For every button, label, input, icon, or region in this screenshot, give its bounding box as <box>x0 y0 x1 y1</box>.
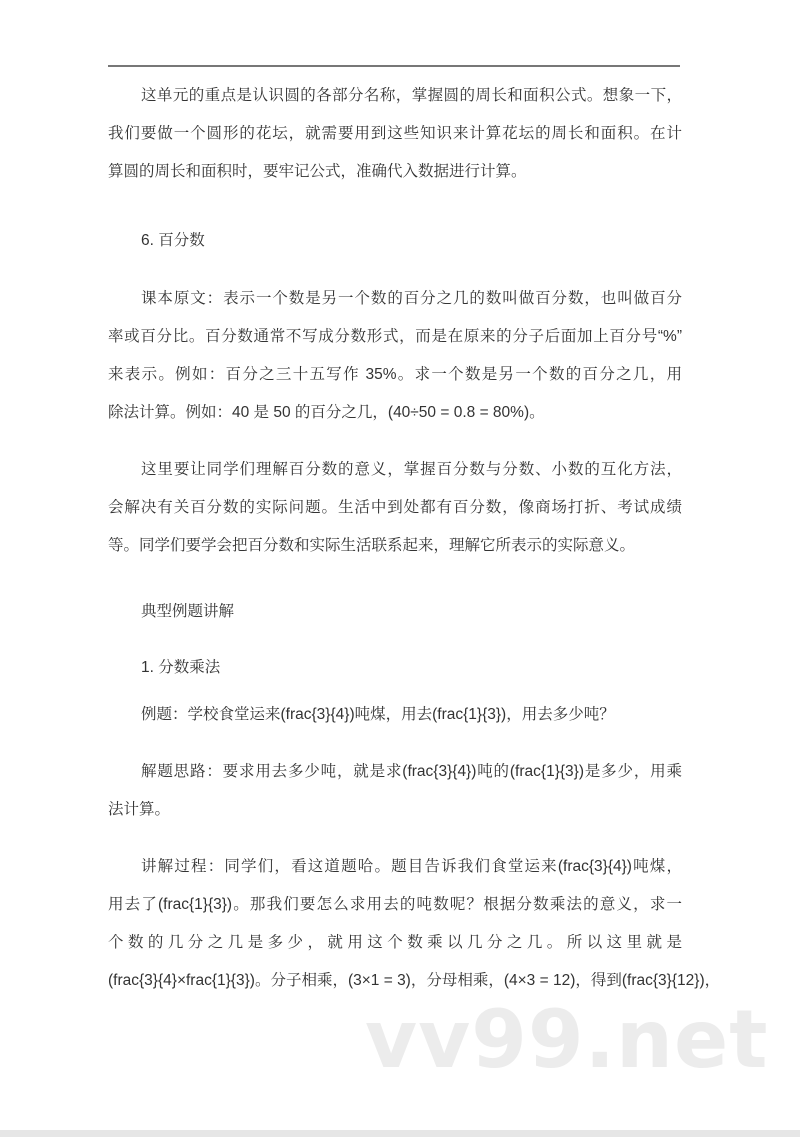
page-bottom-edge <box>0 1130 800 1137</box>
paragraph-line: 法计算。 <box>108 801 171 818</box>
paragraph-line: 除法计算。例如：40 是 50 的百分之几，(40÷50 = 0.8 = 80%)。 <box>108 404 545 421</box>
paragraph-line: 这单元的重点是认识圆的各部分名称，掌握圆的周长和面积公式。想象一下， <box>141 87 682 104</box>
section-heading: 6. 百分数 <box>141 232 205 249</box>
paragraph-line: 等。同学们要学会把百分数和实际生活联系起来，理解它所表示的实际意义。 <box>108 537 636 554</box>
paragraph-line: 来表示。例如：百分之三十五写作 35%。求一个数是另一个数的百分之几，用 <box>108 366 682 383</box>
watermark: vv99.net <box>365 993 769 1086</box>
paragraph-line: 算圆的周长和面积时，要牢记公式，准确代入数据进行计算。 <box>108 163 527 180</box>
paragraph-line: (frac{3}{4}×frac{1}{3})。分子相乘，(3×1 = 3)，分母相乘，(4×3 = 12)，得到(frac{3}{12})， <box>108 972 721 989</box>
paragraph-line: 个数的几分之几是多少，就用这个数乘以几分之几。所以这里就是 <box>108 934 682 951</box>
paragraph-line: 率或百分比。百分数通常不写成分数形式，而是在原来的分子后面加上百分号“%” <box>108 328 682 345</box>
paragraph-line: 我们要做一个圆形的花坛，就需要用到这些知识来计算花坛的周长和面积。在计 <box>108 125 682 142</box>
paragraph-line: 课本原文：表示一个数是另一个数的百分之几的数叫做百分数，也叫做百分 <box>141 290 682 307</box>
paragraph-line: 解题思路：要求用去多少吨，就是求(frac{3}{4})吨的(frac{1}{3})是多少，用乘 <box>141 763 682 780</box>
paragraph-line: 这里要让同学们理解百分数的意义，掌握百分数与分数、小数的互化方法， <box>141 461 682 478</box>
paragraph-line: 会解决有关百分数的实际问题。生活中到处都有百分数，像商场打折、考试成绩 <box>108 499 682 516</box>
section-heading: 典型例题讲解 <box>141 603 235 620</box>
paragraph-line: 例题：学校食堂运来(frac{3}{4})吨煤，用去(frac{1}{3})，用去多少吨？ <box>141 706 615 723</box>
section-heading: 1. 分数乘法 <box>141 659 221 676</box>
paragraph-line: 用去了(frac{1}{3})。那我们要怎么求用去的吨数呢？根据分数乘法的意义，求一 <box>108 896 682 913</box>
header-rule <box>108 65 680 67</box>
paragraph-line: 讲解过程：同学们，看这道题哈。题目告诉我们食堂运来(frac{3}{4})吨煤， <box>141 858 682 875</box>
